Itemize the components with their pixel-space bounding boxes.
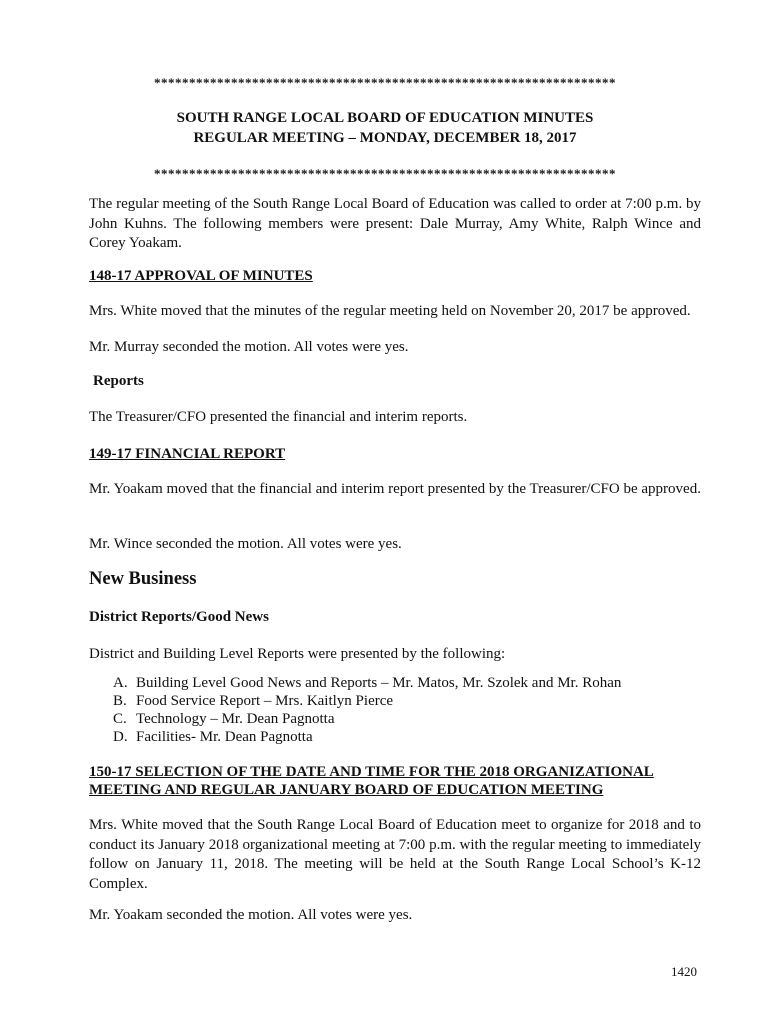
list-item-letter: A. xyxy=(113,675,128,691)
page-number: 1420 xyxy=(671,964,697,979)
section-149-heading: 149-17 FINANCIAL REPORT xyxy=(89,446,286,462)
separator-stars-top: ****************************************************************** xyxy=(154,75,616,90)
new-business-heading: New Business xyxy=(89,569,197,589)
section-150-heading-line2: MEETING AND REGULAR JANUARY BOARD OF EDUCATION MEETING xyxy=(89,782,604,798)
section-148-second: Mr. Murray seconded the motion. All votes were yes. xyxy=(89,339,409,355)
district-reports-list xyxy=(113,674,621,746)
district-reports-heading: District Reports/Good News xyxy=(89,609,269,625)
list-item-letter: B. xyxy=(113,693,127,709)
list-item-text: Food Service Report – Mrs. Kaitlyn Pierce xyxy=(136,693,394,709)
list-item-text: Technology – Mr. Dean Pagnotta xyxy=(136,711,335,727)
list-item xyxy=(113,674,621,692)
intro-paragraph: The regular meeting of the South Range Local Board of Education was called to order at 7:00 p.m. by John Kuhns. The following members were present: Dale Murray, Amy White, Ralph Wince and Corey Yoakam. xyxy=(89,196,701,251)
section-149-motion: Mr. Yoakam moved that the financial and interim report presented by the Treasurer/CFO be approved. xyxy=(89,481,701,497)
section-148-heading: 148-17 APPROVAL OF MINUTES xyxy=(89,268,313,284)
reports-text: The Treasurer/CFO presented the financial and interim reports. xyxy=(89,409,468,425)
list-item-letter: C. xyxy=(113,711,127,727)
section-150-second: Mr. Yoakam seconded the motion. All votes were yes. xyxy=(89,907,413,923)
section-149-second: Mr. Wince seconded the motion. All votes were yes. xyxy=(89,536,402,552)
section-148-motion: Mrs. White moved that the minutes of the regular meeting held on November 20, 2017 be approved. xyxy=(89,303,691,319)
separator-stars-bottom: ****************************************************************** xyxy=(154,166,616,181)
list-item-text: Building Level Good News and Reports – Mr. Matos, Mr. Szolek and Mr. Rohan xyxy=(136,675,622,691)
document-title-line1: SOUTH RANGE LOCAL BOARD OF EDUCATION MINUTES xyxy=(176,110,594,126)
list-item-text: Facilities- Mr. Dean Pagnotta xyxy=(136,729,313,745)
list-item xyxy=(113,692,621,710)
reports-heading: Reports xyxy=(93,373,144,389)
section-150-motion: Mrs. White moved that the South Range Local Board of Education meet to organize for 2018 and to conduct its January 2018 organizational meeting at 7:00 p.m. with the regular meeting to immediately follow on January 11, 2018. The meeting will be held at the South Range Local School’s K-12 Complex. xyxy=(89,817,701,892)
list-item xyxy=(113,710,621,728)
list-item xyxy=(113,728,621,746)
document-title-line2: REGULAR MEETING – MONDAY, DECEMBER 18, 2017 xyxy=(193,130,577,146)
section-150-heading-line1: 150-17 SELECTION OF THE DATE AND TIME FOR THE 2018 ORGANIZATIONAL xyxy=(89,764,654,780)
list-item-letter: D. xyxy=(113,729,128,745)
district-reports-text: District and Building Level Reports were presented by the following: xyxy=(89,646,506,662)
